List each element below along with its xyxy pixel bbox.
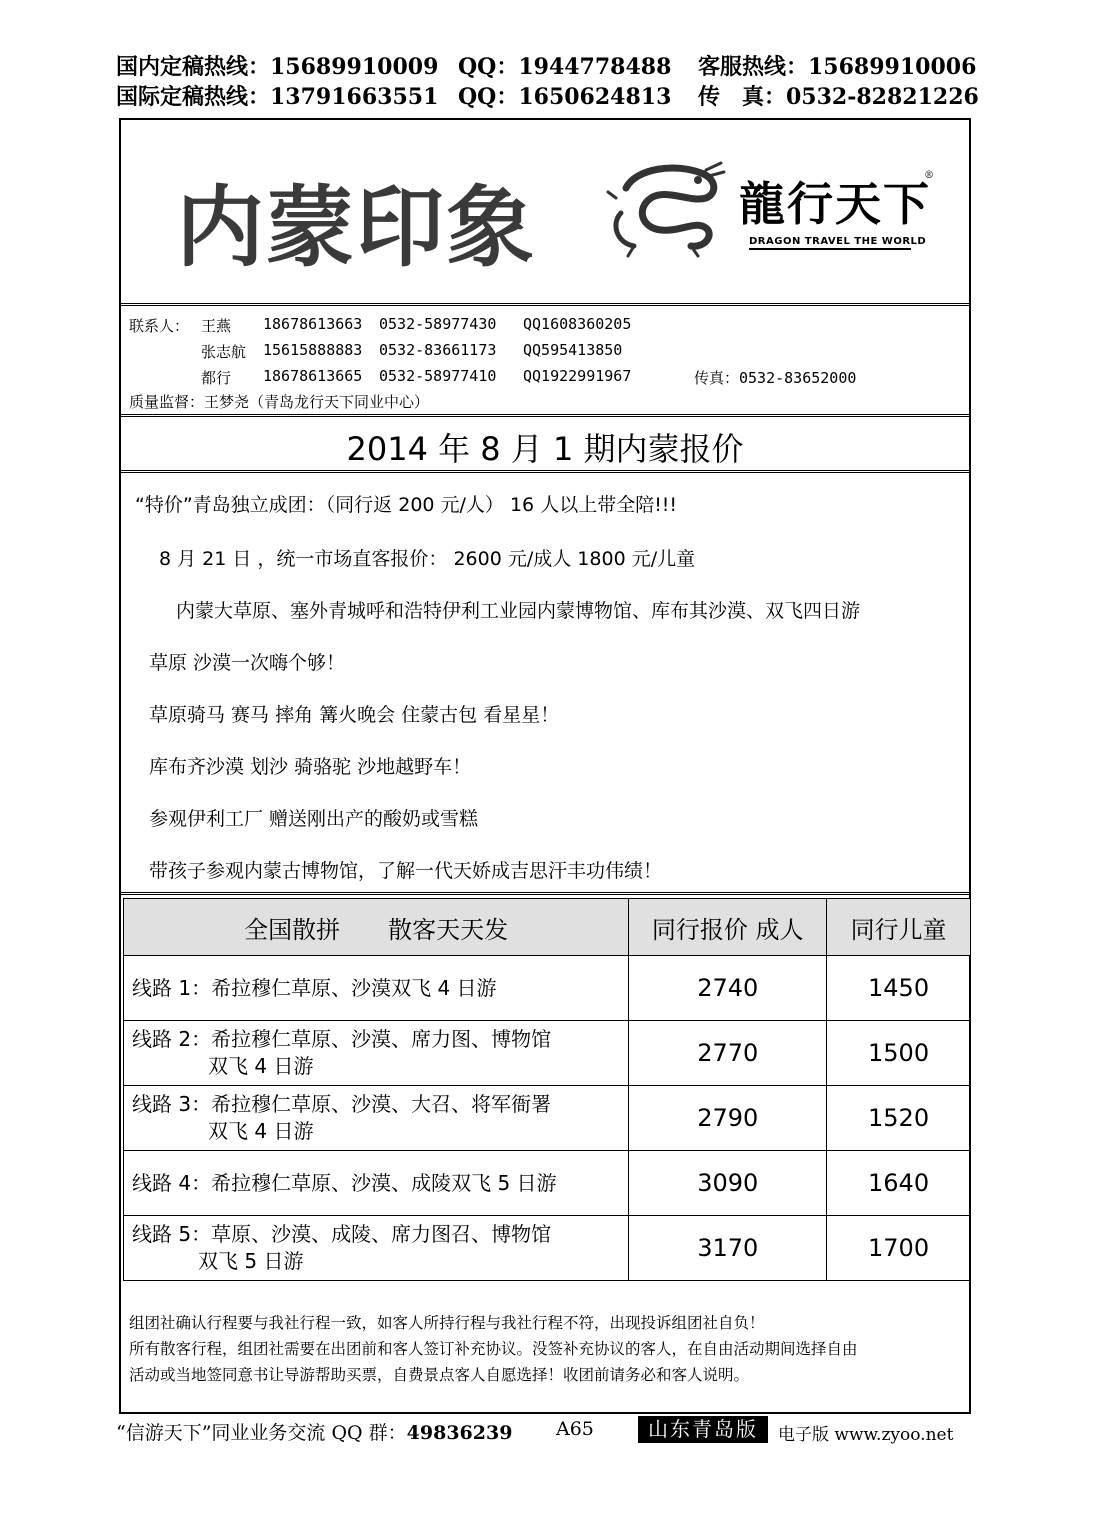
route-detail: 双飞 5 日游: [198, 1249, 304, 1273]
route-cell: [124, 1151, 629, 1216]
child-price: 1520: [827, 1086, 971, 1151]
route-detail: 双飞 4 日游: [208, 1054, 314, 1078]
contact-name: 王燕: [201, 317, 232, 335]
contact-fax: 传真：0532-83652000: [694, 369, 857, 387]
route-cell: [124, 1216, 629, 1281]
child-price: 1450: [827, 956, 971, 1021]
adult-price: 2770: [629, 1021, 827, 1086]
dragon-icon: [606, 158, 726, 258]
footer-page: A65: [556, 1418, 594, 1440]
international-hotline: 国际定稿热线：13791663551: [116, 84, 439, 110]
contact-tel: 0532-58977410: [379, 367, 497, 385]
adult-price: 3090: [629, 1151, 827, 1216]
route-header: 全国散拼 散客天天发: [124, 899, 629, 956]
route-name: 线路 5：草原、沙漠、成陵、席力图召、博物馆: [132, 1222, 552, 1246]
child-price: 1640: [827, 1151, 971, 1216]
route-name: 线路 4：希拉穆仁草原、沙漠、成陵双飞 5 日游: [132, 1170, 557, 1195]
brand-name-cn: 龍行天下: [739, 177, 931, 231]
route-name: 线路 3：希拉穆仁草原、沙漠、大召、将军衙署: [132, 1092, 552, 1116]
notes: [129, 1310, 858, 1388]
edition-badge: 山东青岛版: [638, 1416, 768, 1443]
note-line: 活动或当地签同意书让导游帮助买票，自费景点客人自愿选择！收团前请务必和客人说明。: [129, 1366, 750, 1384]
quality-supervisor: 质量监督：王梦尧（青岛龙行天下同业中心）: [129, 393, 430, 411]
note-line: 组团社确认行程要与我社行程一致，如客人所持行程与我社行程不符，出现投诉组团社自负！: [129, 1314, 765, 1332]
promo-line: 草原 沙漠一次嗨个够！: [149, 652, 346, 674]
promo-line: 8 月 21 日 ，统一市场直客报价： 2600 元/成人 1800 元/儿童: [159, 548, 696, 570]
contact-mobile: 18678613663: [263, 315, 363, 333]
table-row: [124, 1086, 971, 1151]
price-table: [123, 898, 971, 1281]
contact-mobile: 18678613665: [263, 367, 363, 385]
brand-name-en: DRAGON TRAVEL THE WORLD: [749, 236, 927, 247]
table-row: [124, 1216, 971, 1281]
divider: [121, 470, 969, 473]
service-hotline: 客服热线：15689910006: [698, 54, 977, 80]
contact-qq: QQ595413850: [523, 341, 623, 359]
promo-line: 库布齐沙漠 划沙 骑骆驼 沙地越野车！: [149, 756, 472, 778]
route-cell: [124, 1021, 629, 1086]
table-row: [124, 1151, 971, 1216]
promo-line: 带孩子参观内蒙古博物馆，了解一代天娇成吉思汗丰功伟绩！: [149, 860, 663, 882]
divider: [121, 892, 969, 895]
page-title: 2014 年 8 月 1 期内蒙报价: [346, 430, 744, 468]
child-price: 1700: [827, 1216, 971, 1281]
route-name: 线路 1：希拉穆仁草原、沙漠双飞 4 日游: [132, 975, 497, 1000]
adult-price: 2740: [629, 956, 827, 1021]
contact-label: 联系人：: [129, 317, 190, 335]
table-header-row: [124, 899, 971, 956]
table-row: [124, 956, 971, 1021]
contact-mobile: 15615888883: [263, 341, 363, 359]
divider: [121, 414, 969, 417]
promo-line: 内蒙大草原、塞外青城呼和浩特伊利工业园内蒙博物馆、库布其沙漠、双飞四日游: [176, 600, 861, 622]
brand-underline: [749, 248, 911, 250]
footer-group-number: 49836239: [406, 1422, 513, 1444]
qq-domestic: QQ：1944778488: [458, 54, 672, 80]
divider: [121, 303, 969, 306]
contact-name: 张志航: [201, 343, 247, 361]
contact-qq: QQ1922991967: [523, 367, 632, 385]
footer-group-label: “信游天下”同业业务交流 QQ 群：: [116, 1422, 407, 1444]
adult-price: 3170: [629, 1216, 827, 1281]
note-line: 所有散客行程，组团社需要在出团前和客人签订补充协议。没签补充协议的客人，在自由活动期间选择自由: [129, 1340, 858, 1358]
contact-tel: 0532-58977430: [379, 315, 497, 333]
adult-price: 2790: [629, 1086, 827, 1151]
promo-line: 草原骑马 赛马 摔角 篝火晚会 住蒙古包 看星星！: [149, 704, 560, 726]
contact-tel: 0532-83661173: [379, 341, 497, 359]
table-row: [124, 1021, 971, 1086]
contact-name: 都行: [201, 369, 232, 387]
footer-site: 电子版 www.zyoo.net: [778, 1425, 954, 1445]
qq-international: QQ：1650624813: [458, 84, 672, 110]
registered-mark: ®: [924, 170, 934, 181]
child-price-header: 同行儿童: [827, 899, 971, 956]
promo-line: 参观伊利工厂 赠送刚出产的酸奶或雪糕: [149, 808, 479, 830]
route-cell: [124, 956, 629, 1021]
domestic-hotline: 国内定稿热线：15689910009: [116, 54, 439, 80]
promo-line: “特价”青岛独立成团：（同行返 200 元/人） 16 人以上带全陪!!!: [135, 494, 678, 516]
logo-title: 内蒙印象: [176, 176, 537, 279]
contact-qq: QQ1608360205: [523, 315, 632, 333]
route-detail: 双飞 4 日游: [208, 1119, 314, 1143]
route-cell: [124, 1086, 629, 1151]
route-name: 线路 2：希拉穆仁草原、沙漠、席力图、博物馆: [132, 1027, 552, 1051]
child-price: 1500: [827, 1021, 971, 1086]
flyer-frame: [119, 118, 971, 1414]
adult-price-header: 同行报价 成人: [629, 899, 827, 956]
fax-hotline: 传 真：0532-82821226: [698, 84, 979, 110]
footer-group: [116, 1418, 512, 1445]
